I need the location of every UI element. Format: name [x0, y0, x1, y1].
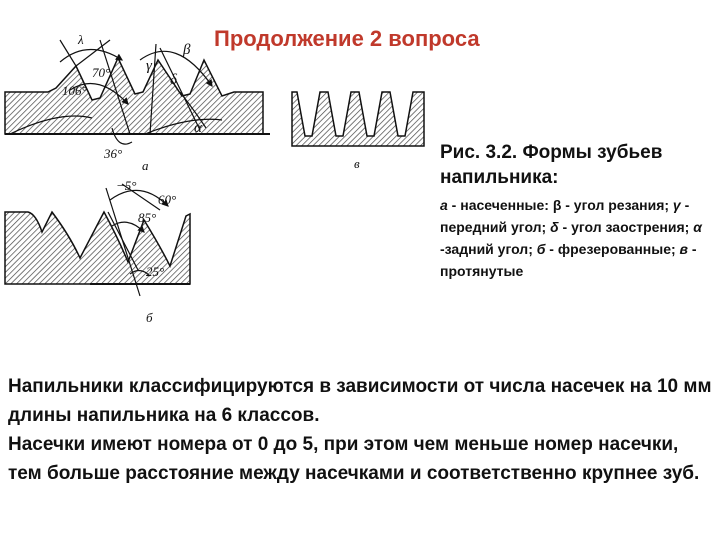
panel-a-teeth-profile	[5, 58, 263, 134]
caption-letter-gamma: γ	[672, 197, 681, 213]
body-paragraph-1: Напильники классифицируются в зависимости от числа насечек на 10 мм длины напильника на 6 классов.	[8, 376, 712, 426]
angle-36: 36°	[104, 146, 123, 161]
file-teeth-diagram	[0, 0, 440, 340]
angle-gamma: γ	[146, 58, 152, 74]
caption-text-a: - насеченные: β - угол резания;	[447, 197, 673, 213]
angle-minus-5: −5°	[116, 178, 137, 193]
angle-85: 85°	[138, 210, 157, 225]
caption-letter-delta: δ	[550, 219, 559, 235]
panel-label-v: в	[354, 156, 360, 171]
angle-alpha: α	[194, 120, 202, 136]
caption-text-alpha: -задний угол;	[440, 241, 537, 257]
angle-lambda: λ	[78, 32, 84, 47]
caption-title: Рис. 3.2. Формы зубьев напильника:	[440, 142, 663, 188]
angle-60: 60°	[158, 192, 177, 207]
caption-text-b: - фрезерованные;	[545, 241, 680, 257]
caption-text-delta: - угол заострения;	[558, 219, 694, 235]
panel-label-b: б	[146, 310, 153, 325]
angle-106: 106°	[62, 83, 87, 98]
angle-beta: β	[183, 42, 191, 58]
caption-body	[440, 194, 702, 282]
panel-a-cut-teeth	[5, 32, 270, 173]
panel-v-broached-teeth	[292, 92, 424, 171]
figure-caption	[440, 140, 702, 282]
caption-text-v: - протянутые	[440, 241, 697, 279]
caption-letter-v: в	[679, 241, 688, 257]
panel-v-teeth-profile	[292, 92, 424, 146]
panel-label-a: а	[142, 158, 149, 173]
body-text	[8, 372, 713, 488]
caption-letter-alpha: α	[693, 219, 702, 235]
angle-delta: δ	[170, 72, 177, 88]
angle-25: 25°	[146, 264, 165, 279]
body-paragraph-2: Насечки имеют номера от 0 до 5, при этом чем меньше номер насечки, тем больше расстояние между насечками и соответственно крупнее зуб.	[8, 434, 700, 484]
caption-letter-b: б	[536, 241, 546, 257]
caption-text-gamma: - передний угол;	[440, 197, 690, 235]
angle-70: 70°	[92, 65, 111, 80]
caption-letter-a: а	[440, 197, 448, 213]
panel-b-milled-teeth	[5, 178, 190, 325]
slide-title: Продолжение 2 вопроса	[214, 26, 480, 51]
